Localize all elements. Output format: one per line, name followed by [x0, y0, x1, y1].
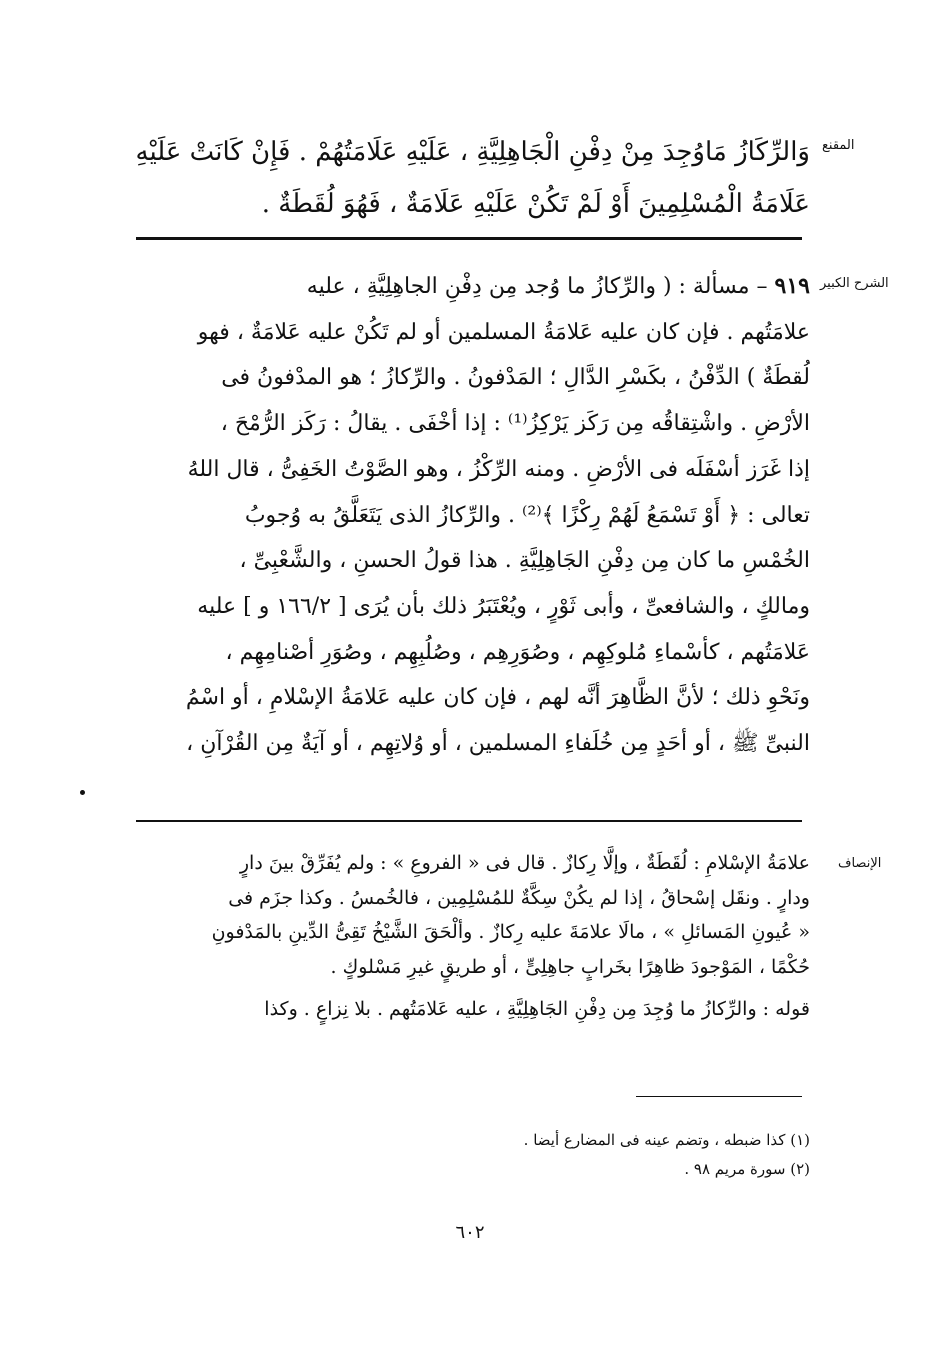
label-sharh: الشرح الكبير — [820, 276, 889, 291]
muqni-text — [130, 126, 810, 230]
insaf-line: حُكْمًا ، المَوْجودَ ظاهِرًا بخَرابٍ جاهِلِىٍّ ، أو طريقٍ غيرِ مَسْلوكٍ . — [330, 955, 810, 978]
divider-rule — [136, 820, 802, 822]
sharh-line: تعالى : ﴿ أَوْ تَسْمَعُ لَهُمْ رِكْزًا ﴾⁽²⁾ . والرِّكازُ الذى يَتَعَلَّقُ به وُجوبُ — [244, 502, 810, 528]
sharh-line-text: – مسألة : ( والرِّكازُ ما وُجد مِن دِفْنِ الجاهِلِيَّةِ ، عليه — [306, 274, 768, 299]
insaf-line: ودارٍ . ونقَل إسْحاقُ ، إذا لم يكُنْ سِكَّةٌ للمُسْلِمِين ، فالخُمسُ . وكذا جزَم فى — [228, 886, 810, 909]
footnote-rule — [636, 1096, 802, 1097]
muqni-line: وَالرِّكَازُ مَاوُجِدَ مِنْ دِفْنِ الْجَاهِلِيَّةِ ، عَلَيْهِ عَلَامَتُهُمْ . فَإِنْ كَانَتْ عَلَيْهِ — [135, 137, 810, 167]
sharh-text — [130, 264, 810, 767]
sharh-line: الأرْضِ . واشْتِقاقُه مِن رَكَز يَرْكِزُ⁽¹⁾ : إذا أخْفَى . يقالُ : رَكَز الرُّمْحَ ، — [220, 411, 810, 437]
footnotes — [400, 1126, 810, 1184]
label-muqni: المقنع — [822, 138, 855, 153]
insaf-qawluh-line: قوله : والرِّكازُ ما وُجِدَ مِن دِفْنِ الجَاهِلِيَّةِ ، عليه عَلامَتُهم . بلا نِزاعٍ . وكذا — [264, 998, 810, 1020]
footnote: (١) كذا ضبطه ، وتضم عينه فى المضارع أيضا . — [523, 1131, 810, 1149]
muqni-line: عَلَامَةُ الْمُسْلِمِينَ أَوْ لَمْ تَكُنْ عَلَيْهِ عَلَامَةٌ ، فَهُوَ لُقَطَةٌ . — [261, 189, 810, 219]
divider-rule — [136, 237, 802, 240]
sharh-line: عَلامَتُهم ، كأسْماءِ مُلوكِهِم ، وصُوَرِهِم ، وصُلُبِهِم ، وصُوَرِ أصْنامِهِم ، — [225, 639, 810, 665]
sharh-line: إذا غَرَز أسْفَلَه فى الأرْضِ . ومنه الرِّكْزُ ، وهو الصَّوْتُ الخَفِىُّ ، قال اللهُ — [187, 456, 810, 482]
insaf-line: علامَةُ الإسْلامِ : لُقَطَةٌ ، وإلَّا رِكازٌ . قال فى « الفروعِ » : ولم يُفَرِّقْ بينَ دارٍ — [239, 852, 810, 874]
page-number: ٦٠٢ — [455, 1222, 485, 1243]
issue-number: ٩١٩ — [774, 273, 810, 299]
insaf-text — [130, 846, 810, 1027]
margin-dot — [80, 790, 85, 795]
label-insaf: الإنصاف — [838, 856, 882, 871]
sharh-line: الخُمْسِ ما كان مِن دِفْنِ الجَاهِلِيَّةِ . هذا قولُ الحسنِ ، والشَّعْبِىِّ ، — [239, 548, 810, 574]
insaf-line: « عُيونِ المَسائلِ » ، مالَا علامَةَ عليه رِكازٌ . وألْحَقَ الشَّيْخُ تَقِىُّ الدِّينِ بالمَدْفونِ — [211, 921, 810, 943]
sharh-line — [130, 264, 810, 310]
sharh-line: علامَتُهم . فإن كان عليه عَلامَةُ المسلمين أو لم تَكُنْ عليه عَلامَةٌ ، فهو — [197, 319, 810, 345]
sharh-line: النبىِّ ﷺ ، أو أحَدٍ مِن خُلَفاءِ المسلمين ، أو وُلاتِهِم ، أو آيَةٌ مِن القُرْآنِ ، — [186, 731, 810, 757]
sharh-line: ونَحْوِ ذلك ؛ لأنَّ الظَّاهِرَ أنَّه لهم ، فإن كان عليه عَلامَةُ الإسْلامِ ، أو اسْمُ — [185, 685, 810, 711]
sharh-line: لُقطَةٌ ) الدِّفْنُ ، بكَسْرِ الدَّالِ ؛ المَدْفونُ . والرِّكازُ ؛ هو المدْفونُ فى — [221, 365, 810, 391]
sharh-line: ومالكٍ ، والشافعىِّ ، وأبى ثَوْرٍ ، ويُعْتَبَرُ ذلك بأن يُرَى [ ١٦٦/٢ و ] عليه — [197, 593, 810, 619]
footnote: (٢) سورة مريم ٩٨ . — [684, 1160, 810, 1178]
